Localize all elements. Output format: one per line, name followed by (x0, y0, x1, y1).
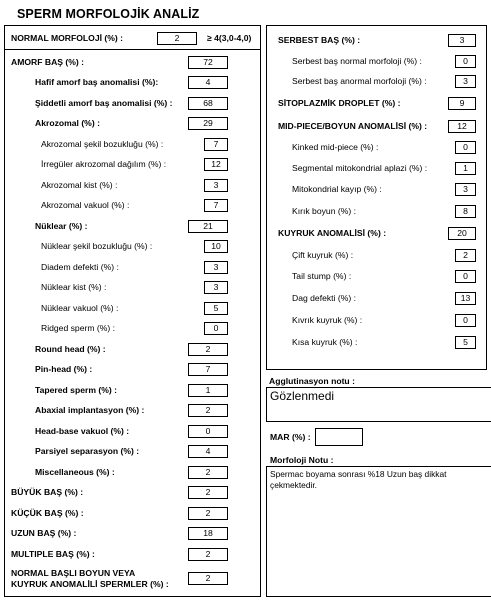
misc-field[interactable]: 2 (188, 466, 228, 479)
midpiece-field[interactable]: 12 (448, 120, 476, 133)
section-divider (5, 49, 260, 50)
normal-morfoloji-reference: ≥ 4(3,0-4,0) (207, 33, 252, 43)
pin-head-field[interactable]: 7 (188, 363, 228, 376)
morfoloji-notu-field[interactable] (266, 466, 491, 597)
kisa-field[interactable]: 5 (455, 336, 476, 349)
agglutinasyon-field[interactable] (266, 387, 491, 422)
normal-basli-label-line1: NORMAL BAŞLI BOYUN VEYA (11, 568, 136, 578)
tail-stump-field[interactable]: 0 (455, 270, 476, 283)
amorf-field[interactable]: 72 (188, 56, 228, 69)
amorf-label: AMORF BAŞ (%) : (11, 57, 85, 67)
akro-sekil-field[interactable]: 7 (204, 138, 228, 151)
kivrik-field[interactable]: 0 (455, 314, 476, 327)
kuyruk-label: KUYRUK ANOMALİSİ (%) : (278, 228, 387, 238)
kisa-label: Kısa kuyruk (%) : (292, 337, 358, 347)
normal-basli-label-line2: KUYRUK ANOMALİLİ SPERMLER (%) : (11, 579, 169, 589)
tail-stump-label: Tail stump (%) : (292, 271, 352, 281)
sitoplazmik-label: SİTOPLAZMİK DROPLET (%) : (278, 98, 401, 108)
akro-kist-field[interactable]: 3 (204, 179, 228, 192)
page-title: SPERM MORFOLOJİK ANALİZ (17, 7, 200, 21)
buyuk-field[interactable]: 2 (188, 486, 228, 499)
serbest-normal-label: Serbest baş normal morfoloji (%) : (292, 56, 422, 66)
akrozomal-label: Akrozomal (%) : (35, 118, 100, 128)
nuk-kist-label: Nüklear kist (%) : (41, 282, 107, 292)
cift-field[interactable]: 2 (455, 249, 476, 262)
akrozomal-field[interactable]: 29 (188, 117, 228, 130)
kuyruk-field[interactable]: 20 (448, 227, 476, 240)
dag-label: Dag defekti (%) : (292, 293, 356, 303)
tapered-label: Tapered sperm (%) : (35, 385, 117, 395)
multiple-field[interactable]: 2 (188, 548, 228, 561)
hafif-amorf-label: Hafif amorf baş anomalisi (%): (35, 77, 159, 87)
akro-kist-label: Akrozomal kist (%) : (41, 180, 118, 190)
serbest-field[interactable]: 3 (448, 34, 476, 47)
ridged-label: Ridged sperm (%) : (41, 323, 116, 333)
multiple-label: MULTIPLE BAŞ (%) : (11, 549, 95, 559)
irregular-akro-field[interactable]: 12 (204, 158, 228, 171)
irregular-akro-label: İrregüler akrozomal dağılım (%) : (41, 159, 167, 169)
normal-basli-field[interactable]: 2 (188, 572, 228, 585)
akro-vakuol-field[interactable]: 7 (204, 199, 228, 212)
akro-sekil-label: Akrozomal şekil bozukluğu (%) : (41, 139, 164, 149)
round-head-field[interactable]: 2 (188, 343, 228, 356)
kivrik-label: Kıvrık kuyruk (%) : (292, 315, 363, 325)
siddetli-amorf-field[interactable]: 68 (188, 97, 228, 110)
kucuk-field[interactable]: 2 (188, 507, 228, 520)
hafif-amorf-field[interactable]: 4 (188, 76, 228, 89)
head-base-field[interactable]: 0 (188, 425, 228, 438)
serbest-anormal-label: Serbest baş anormal morfoloji (%) : (292, 76, 427, 86)
serbest-label: SERBEST BAŞ (%) : (278, 35, 361, 45)
morfoloji-notu-label: Morfoloji Notu : (270, 455, 334, 465)
nuklear-field[interactable]: 21 (188, 220, 228, 233)
uzun-label: UZUN BAŞ (%) : (11, 528, 77, 538)
mar-field[interactable] (315, 428, 363, 446)
nuk-kist-field[interactable]: 3 (204, 281, 228, 294)
abaxial-field[interactable]: 2 (188, 404, 228, 417)
nuk-vakuol-label: Nüklear vakuol (%) : (41, 303, 119, 313)
kinked-field[interactable]: 0 (455, 141, 476, 154)
morfoloji-notu-value: Spermac boyama sonrası %18 Uzun baş dikkat çekmektedir. (270, 469, 447, 490)
parsiyel-label: Parsiyel separasyon (%) : (35, 446, 140, 456)
buyuk-label: BÜYÜK BAŞ (%) : (11, 487, 84, 497)
nuk-sekil-label: Nüklear şekil bozukluğu (%) : (41, 241, 153, 251)
nuk-sekil-field[interactable]: 10 (204, 240, 228, 253)
diadem-field[interactable]: 3 (204, 261, 228, 274)
tapered-field[interactable]: 1 (188, 384, 228, 397)
head-base-label: Head-base vakuol (%) : (35, 426, 130, 436)
normal-morfoloji-field[interactable]: 2 (157, 32, 197, 45)
mitokondrial-field[interactable]: 3 (455, 183, 476, 196)
sitoplazmik-field[interactable]: 9 (448, 97, 476, 110)
segmental-field[interactable]: 1 (455, 162, 476, 175)
parsiyel-field[interactable]: 4 (188, 445, 228, 458)
abaxial-label: Abaxial implantasyon (%) : (35, 405, 145, 415)
cift-label: Çift kuyruk (%) : (292, 250, 354, 260)
dag-field[interactable]: 13 (455, 292, 476, 305)
uzun-field[interactable]: 18 (188, 527, 228, 540)
nuklear-label: Nüklear (%) : (35, 221, 88, 231)
round-head-label: Round head (%) : (35, 344, 106, 354)
kinked-label: Kinked mid-piece (%) : (292, 142, 379, 152)
nuk-vakuol-field[interactable]: 5 (204, 302, 228, 315)
agglutinasyon-label: Agglutinasyon notu : (269, 376, 355, 386)
normal-morfoloji-label: NORMAL MORFOLOJİ (%) : (11, 33, 124, 43)
akro-vakuol-label: Akrozomal vakuol (%) : (41, 200, 130, 210)
agglutinasyon-value: Gözlenmedi (270, 389, 335, 403)
midpiece-label: MID-PIECE/BOYUN ANOMALİSİ (%) : (278, 121, 428, 131)
serbest-anormal-field[interactable]: 3 (455, 75, 476, 88)
pin-head-label: Pin-head (%) : (35, 364, 93, 374)
kucuk-label: KÜÇÜK BAŞ (%) : (11, 508, 84, 518)
diadem-label: Diadem defekti (%) : (41, 262, 119, 272)
mar-label: MAR (%) : (270, 432, 311, 442)
ridged-field[interactable]: 0 (204, 322, 228, 335)
siddetli-amorf-label: Şiddetli amorf baş anomalisi (%) : (35, 98, 173, 108)
kirik-label: Kırık boyun (%) : (292, 206, 356, 216)
serbest-normal-field[interactable]: 0 (455, 55, 476, 68)
kirik-field[interactable]: 8 (455, 205, 476, 218)
mitokondrial-label: Mitokondrial kayıp (%) : (292, 184, 382, 194)
misc-label: Miscellaneous (%) : (35, 467, 115, 477)
segmental-label: Segmental mitokondrial aplazi (%) : (292, 163, 428, 173)
